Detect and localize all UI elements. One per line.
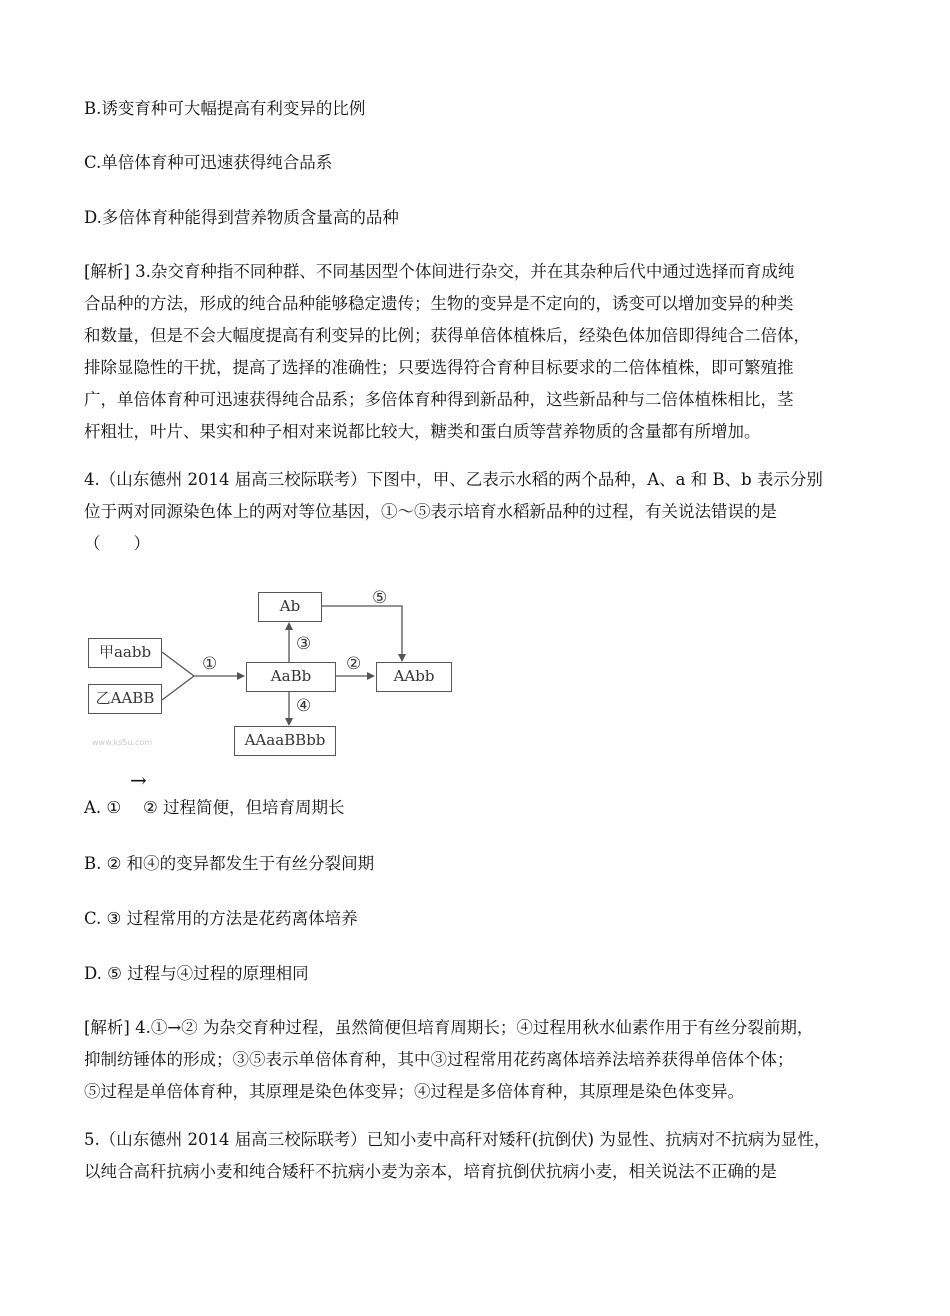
question-4-line: （ ）: [84, 534, 150, 553]
analysis-q4-line: 抑制纺锤体的形成；③⑤表示单倍体育种，其中③过程常用花药离体培养法培养获得单倍体个体；: [84, 1050, 794, 1069]
arrowhead: [367, 672, 375, 680]
label-step4: ④: [296, 696, 312, 716]
arrowhead: [237, 672, 245, 680]
analysis-q3: [84, 256, 874, 448]
question-4-line: 4.（山东德州 2014 届高三校际联考）下图中，甲、乙表示水稻的两个品种，A、a 和 B、b 表示分别: [84, 470, 823, 489]
question-5-line: 5.（山东德州 2014 届高三校际联考）已知小麦中高秆对矮秆(抗倒伏) 为显性、抗病对不抗病为显性，: [84, 1130, 831, 1149]
option-d: D.多倍体育种能得到营养物质含量高的品种: [84, 208, 399, 227]
analysis-q3-line: 广，单倍体育种可迅速获得纯合品系；多倍体育种得到新品种，这些新品种与二倍体植株相比，茎: [84, 390, 794, 409]
arrowhead: [285, 622, 293, 630]
option-b: B. ② 和④的变异都发生于有丝分裂间期: [84, 854, 375, 873]
branch-line-bottom: [162, 676, 194, 700]
box-pure-line: AAbb: [376, 662, 452, 692]
analysis-q3-line: 排除显隐性的干扰，提高了选择的准确性；只要选得符合育种目标要求的二倍体植株，即可繁殖推: [84, 358, 794, 377]
arrow-step5: [321, 606, 402, 660]
option-c: C.单倍体育种可迅速获得纯合品系: [84, 153, 333, 172]
option-b: B.诱变育种可大幅提高有利变异的比例: [84, 99, 366, 118]
option-d: D. ⑤ 过程与④过程的原理相同: [84, 964, 309, 983]
label-step1: ①: [202, 654, 218, 674]
box-tetraploid: AAaaBBbb: [234, 726, 336, 756]
box-hybrid: AaBb: [246, 662, 336, 692]
label-step3: ③: [296, 634, 312, 654]
box-parent-yi: 乙AABB: [88, 684, 162, 714]
arrowhead: [285, 718, 293, 726]
arrowhead: [398, 654, 406, 662]
analysis-q4: [84, 1012, 874, 1108]
analysis-q3-line: 合品种的方法，形成的纯合品种能够稳定遗传；生物的变异是不定向的，诱变可以增加变异的种类: [84, 294, 794, 313]
analysis-q3-line: 杆粗壮，叶片、果实和种子相对来说都比较大，糖类和蛋白质等营养物质的含量都有所增加。: [84, 422, 761, 441]
label-step5: ⑤: [372, 588, 388, 608]
label-step2: ②: [346, 654, 362, 674]
box-parent-jia: 甲aabb: [88, 638, 162, 668]
watermark: www.ks5u.com: [92, 738, 153, 747]
stray-arrow: →: [130, 768, 147, 792]
branch-line-top: [162, 652, 194, 676]
analysis-q3-line: [解析] 3.杂交育种指不同种群、不同基因型个体间进行杂交，并在其杂种后代中通过选择而育成纯: [84, 262, 795, 281]
question-4-line: 位于两对同源染色体上的两对等位基因，①～⑤表示培育水稻新品种的过程，有关说法错误的是: [84, 502, 777, 521]
box-haploid: Ab: [258, 592, 322, 622]
option-c: C. ③ 过程常用的方法是花药离体培养: [84, 909, 358, 928]
analysis-q4-line: [解析] 4.①→② 为杂交育种过程，虽然简便但培育周期长；④过程用秋水仙素作用于有丝分裂前期，: [84, 1018, 814, 1037]
analysis-q3-line: 和数量，但是不会大幅度提高有利变异的比例；获得单倍体植株后，经染色体加倍即得纯合二倍体，: [84, 326, 810, 345]
breeding-diagram: [84, 578, 464, 768]
analysis-q4-line: ⑤过程是单倍体育种，其原理是染色体变异；④过程是多倍体育种，其原理是染色体变异。: [84, 1082, 744, 1101]
question-5-line: 以纯合高秆抗病小麦和纯合矮秆不抗病小麦为亲本，培育抗倒伏抗病小麦，相关说法不正确的是: [84, 1162, 777, 1181]
option-a: A. ① ② 过程简便，但培育周期长: [84, 798, 345, 817]
question-5: [84, 1124, 874, 1188]
question-4: [84, 464, 874, 560]
